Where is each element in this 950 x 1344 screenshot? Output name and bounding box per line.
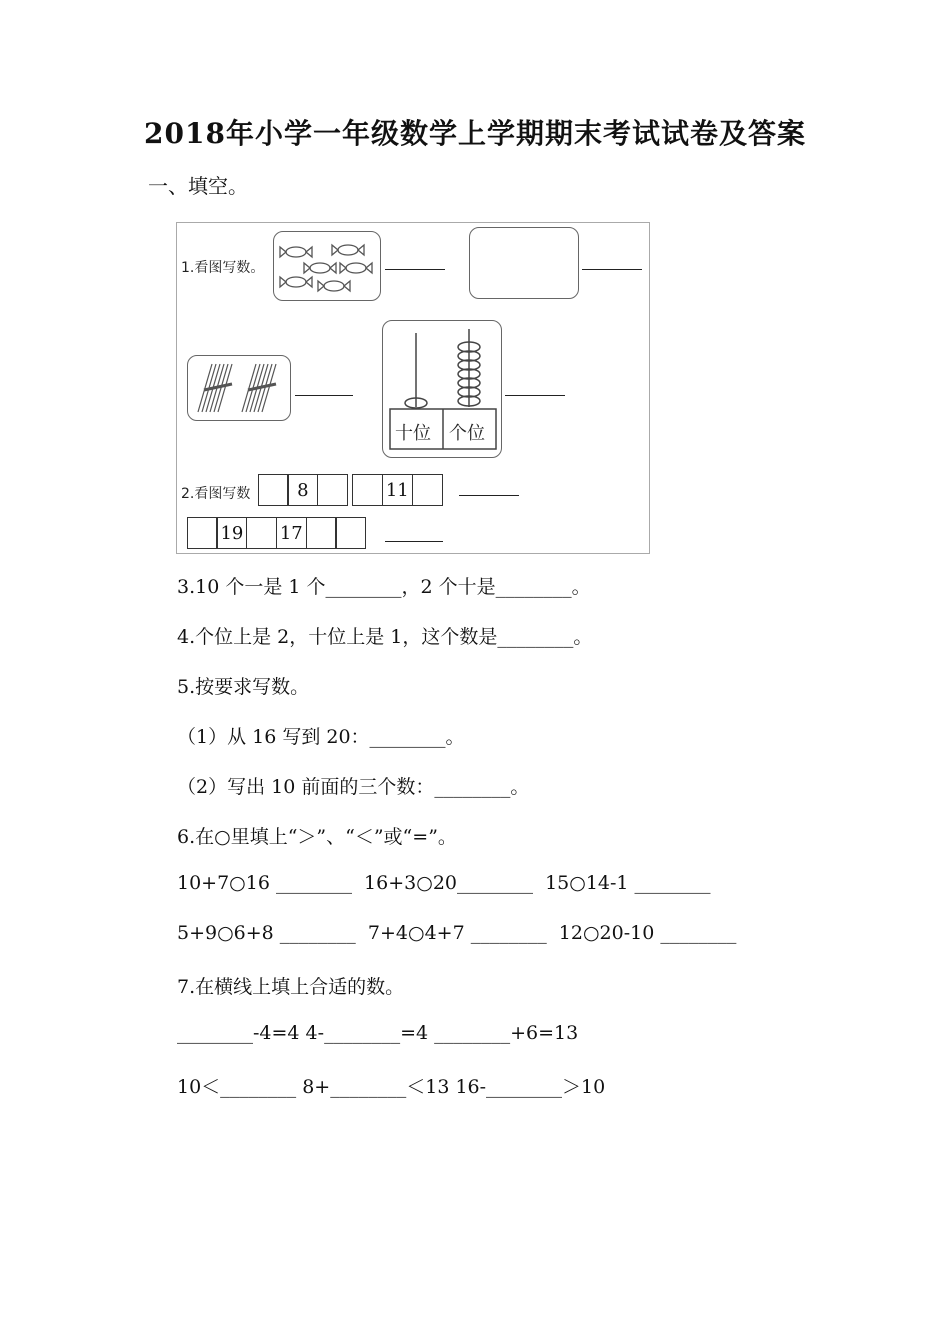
question-5-1: （1）从 16 写到 20：________。 (177, 726, 465, 748)
section-heading: 一、填空。 (148, 174, 248, 198)
answer-blank[interactable] (582, 269, 642, 270)
abacus-ones-label: 个位 (449, 423, 485, 444)
answer-blank[interactable] (505, 395, 565, 396)
question-7: 7.在横线上填上合适的数。 (177, 976, 405, 998)
answer-blank[interactable] (459, 495, 519, 496)
sequence-cell: 8 (287, 474, 318, 506)
candy-picture (273, 231, 381, 301)
sequence-cell: 17 (276, 517, 307, 549)
q2-label: 2.看图写数 (181, 486, 251, 502)
answer-blank[interactable] (385, 269, 445, 270)
q1-label: 1.看图写数。 (181, 260, 265, 276)
number-sequence-row1 (259, 474, 443, 506)
abacus-picture (382, 320, 502, 458)
sequence-cell: 19 (216, 517, 247, 549)
sequence-cell[interactable] (412, 474, 443, 506)
sequence-cell[interactable] (317, 474, 348, 506)
stick-bundle-icon (188, 356, 290, 420)
sequence-cell[interactable] (335, 517, 366, 549)
question-5: 5.按要求写数。 (177, 676, 310, 698)
question-3: 3.10 个一是 1 个________，2 个十是________。 (177, 576, 591, 598)
question-4: 4.个位上是 2，十位上是 1，这个数是________。 (177, 626, 593, 648)
question-6-line1: 10+7○16 ________ 16+3○20________ 15○14-1 ________ (177, 872, 711, 894)
abacus-tens-label: 十位 (395, 423, 431, 444)
sequence-cell[interactable] (306, 517, 337, 549)
question-5-2: （2）写出 10 前面的三个数：________。 (177, 776, 530, 798)
sequence-cell[interactable] (352, 474, 383, 506)
question-7-line2: 10＜________ 8+________＜13 16-________＞10 (177, 1076, 606, 1098)
question-figure (176, 222, 650, 554)
answer-blank[interactable] (385, 541, 443, 542)
stick-bundles-picture (187, 355, 291, 421)
question-7-line1: ________-4=4 4-________=4 ________+6=13 (177, 1022, 579, 1044)
number-sequence-row2 (188, 517, 366, 549)
question-6: 6.在○里填上“＞”、“＜”或“=”。 (177, 826, 457, 848)
page-title: 2018年小学一年级数学上学期期末考试试卷及答案 (144, 117, 806, 150)
question-6-line2: 5+9○6+8 ________ 7+4○4+7 ________ 12○20-10 ________ (177, 922, 737, 944)
sequence-cell[interactable] (187, 517, 218, 549)
sequence-cell: 11 (382, 474, 413, 506)
answer-blank[interactable] (295, 395, 353, 396)
empty-picture-box (469, 227, 579, 299)
candy-icon (274, 232, 380, 300)
sequence-cell[interactable] (246, 517, 277, 549)
sequence-cell[interactable] (258, 474, 289, 506)
